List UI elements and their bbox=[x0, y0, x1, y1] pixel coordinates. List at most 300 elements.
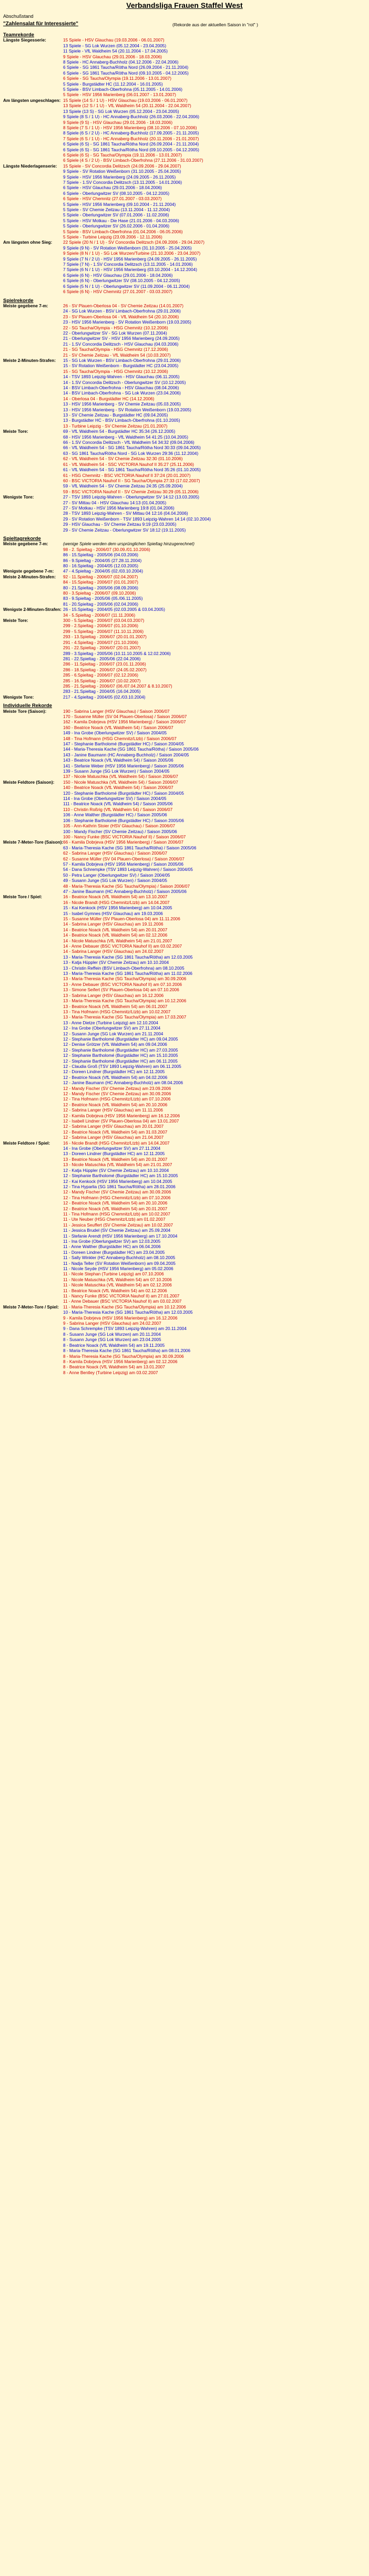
record-category-label bbox=[3, 1326, 63, 1332]
record-entry: 5 Spiele - HSV Motkau - Die Hase (21.01.2006 - 04.03.2006) bbox=[63, 218, 179, 223]
record-entry: 285 - 6.Spieltag - 2006/07 (02.12.2006) bbox=[63, 673, 138, 678]
record-entry: 12 - Tina Hyparlia (SG 1861 Taucha/Rötha) am 28.01.2006 bbox=[63, 1184, 176, 1189]
record-row bbox=[3, 1114, 366, 1119]
record-row bbox=[3, 807, 366, 813]
record-category-label bbox=[3, 736, 63, 742]
record-category-label bbox=[3, 180, 63, 185]
record-entry: 141 - Stefanie Weber (HSV 1956 Marienberg) / Saison 2005/06 bbox=[63, 763, 184, 768]
record-category-label bbox=[3, 1026, 63, 1031]
record-category-label bbox=[3, 1064, 63, 1069]
record-row bbox=[3, 219, 366, 224]
record-entry: 21 - SV Chemie Zeitzau - VfL Waldheim 54 (10.03.2007) bbox=[63, 352, 171, 358]
record-entry: 6 Spiele (6 N) - HSV Chemnitz (27.01.2007 - 03.03.2007) bbox=[63, 289, 173, 295]
record-entry: 5 Spiele - Turbine Leipzig (23.09.2006 - 12.11.2006) bbox=[63, 235, 162, 240]
record-row bbox=[3, 878, 366, 884]
record-row bbox=[3, 402, 366, 407]
record-row bbox=[3, 142, 366, 147]
record-entry: 98 - 2. Spieltag - 2006/07 (30.09./01.10.2006) bbox=[63, 547, 150, 552]
record-entry: 14 - Nicole Matuschka (VfL Waldheim 54) am 21.01.2007 bbox=[63, 938, 172, 943]
record-entry: 299 - 2.Spieltag - 2006/07 (01.10.2006) bbox=[63, 624, 138, 629]
record-row bbox=[3, 1059, 366, 1064]
record-row bbox=[3, 764, 366, 769]
record-entry: 11 - Tina Hofmann (HSG Chemnitz/Ltzb) am 10.02.2007 bbox=[63, 1211, 170, 1217]
record-row bbox=[3, 607, 366, 612]
record-row bbox=[3, 257, 366, 262]
record-row bbox=[3, 944, 366, 949]
record-row bbox=[3, 591, 366, 596]
record-category-label bbox=[3, 1261, 63, 1266]
section-heading-zahlensalat: "Zahlensalat für Interessierte" bbox=[3, 21, 78, 27]
record-category-label bbox=[3, 120, 63, 126]
record-entry: 106 - Anne Walther (Burgstädter HC) / Saison 2005/06 bbox=[63, 813, 167, 818]
record-category-label bbox=[3, 758, 63, 763]
record-entry: 11 - Nicole Stephan (Turbine Leipzig) am 07.10.2006 bbox=[63, 1272, 164, 1277]
record-row bbox=[3, 473, 366, 479]
record-entry: 8 - Susann Junge (SG Lok Wurzen) am 20.11.2004 bbox=[63, 1332, 161, 1337]
record-row bbox=[3, 55, 366, 60]
record-category-label bbox=[3, 148, 63, 153]
record-entry: 6 Spiele (6 N) - HSV Glauchau (29.01.2006 - 18.04.2006) bbox=[63, 273, 173, 278]
record-entry: 286 - 18.Spieltag - 2006/07 (24.05.02.2007) bbox=[63, 667, 147, 672]
record-entry: 6 Spiele - SG 1861 Taucha/Rötha Nord (26.09.2004 - 21.11.2004) bbox=[63, 65, 189, 70]
record-row bbox=[3, 103, 366, 109]
record-entry: 100 - Nancy Funke (BSC VICTORIA Nauhof II) / Saison 2006/07 bbox=[63, 834, 186, 839]
record-row bbox=[3, 966, 366, 971]
record-category-label bbox=[3, 137, 63, 142]
record-entry: 80 - 3.Spieltag - 2006/07 (09.10.2006) bbox=[63, 591, 136, 596]
record-entry: 14 - BSV Limbach-Oberfrohna - HSV Glauchau (08.04.2006) bbox=[63, 386, 179, 390]
record-category-label bbox=[3, 960, 63, 965]
record-entry: 7 Spiele (7 N) - 1.SV Concordia Delitzsch (13.11.2005 - 14.01.2006) bbox=[63, 262, 193, 267]
record-row bbox=[3, 386, 366, 391]
record-row bbox=[3, 1032, 366, 1037]
record-row bbox=[3, 185, 366, 191]
record-category-label bbox=[3, 342, 63, 347]
record-category-label bbox=[3, 949, 63, 954]
record-entry: 14 - TSV 1893 Leipzig-Wahren - HSV Glauchau (06.11.2005) bbox=[63, 375, 180, 380]
record-entry: 106 - Stephanie Bartholomé (Burgstädter HC) / Saison 2005/06 bbox=[63, 818, 184, 823]
record-row bbox=[3, 528, 366, 533]
record-row bbox=[3, 753, 366, 758]
record-entry: 22 - Oberlungwitzer SV - SG Lok Wurzen (07.11.2004) bbox=[63, 330, 167, 336]
record-category-label bbox=[3, 684, 63, 689]
record-row bbox=[3, 429, 366, 434]
record-category-label bbox=[3, 320, 63, 325]
record-row bbox=[3, 240, 366, 245]
record-entry: 13 - Maria-Theresia Kache (SG Taucha/Olympia) am 10.12.2006 bbox=[63, 999, 187, 1004]
record-row bbox=[3, 353, 366, 358]
record-row bbox=[3, 1010, 366, 1015]
record-row bbox=[3, 451, 366, 456]
record-row bbox=[3, 547, 366, 553]
record-entry: 27 - SV Motkau - HSV 1956 Marienberg 19:8 (01.04.2006) bbox=[63, 505, 175, 511]
record-row bbox=[3, 1261, 366, 1266]
record-row bbox=[3, 742, 366, 747]
record-row bbox=[3, 495, 366, 500]
record-category-label bbox=[3, 284, 63, 289]
record-category-label bbox=[3, 1015, 63, 1020]
record-category-label bbox=[3, 315, 63, 320]
record-entry: 27 - SV Mittau 04 - HSV Glauchau 14:13 (01.04.2005) bbox=[63, 500, 167, 505]
record-category-label bbox=[3, 547, 63, 553]
page-title: Verbandsliga Frauen Staffel West bbox=[126, 1, 243, 9]
record-entry: 11 - Nancy Funke (BSC VICTORIA Nauhof II) am 27.01.2007 bbox=[63, 1294, 180, 1299]
record-entry: 13 - Maria-Theresia Kache (SG Taucha/Olympia) am 17.03.2007 bbox=[63, 1015, 187, 1020]
record-row bbox=[3, 949, 366, 954]
record-row bbox=[3, 1108, 366, 1113]
record-category-label bbox=[3, 1217, 63, 1222]
record-category-label bbox=[3, 1162, 63, 1168]
record-row bbox=[3, 747, 366, 752]
record-entry: 14 - Oberlosa 04 - Burgstädter HC (14.12.2006) bbox=[63, 396, 155, 401]
record-row bbox=[3, 873, 366, 878]
record-row bbox=[3, 1048, 366, 1053]
record-row bbox=[3, 468, 366, 473]
record-category-label bbox=[3, 424, 63, 429]
record-entry: 217 - 4.Spieltag - 2004/05 (02./03.10.2004) bbox=[63, 694, 146, 700]
record-entry: 8 - Susann Junge (SG Lok Wurzen) am 23.04.2005 bbox=[63, 1337, 161, 1343]
record-category-label bbox=[3, 829, 63, 835]
record-category-label bbox=[3, 993, 63, 999]
record-category-label bbox=[3, 911, 63, 917]
record-category-label bbox=[3, 418, 63, 423]
record-category-label bbox=[3, 1124, 63, 1129]
record-entry: 8 - Kamila Dobrjeva (HSV 1956 Marienberg) am 02.12.2006 bbox=[63, 1359, 178, 1364]
record-category-label bbox=[3, 1348, 63, 1354]
record-row bbox=[3, 1026, 366, 1031]
record-row bbox=[3, 336, 366, 341]
record-category-label bbox=[3, 851, 63, 856]
record-row bbox=[3, 1207, 366, 1212]
record-entry: 300 - 5.Spieltag - 2006/07 (03.04.03.2007) bbox=[63, 618, 145, 624]
record-category-label bbox=[3, 326, 63, 331]
record-row bbox=[3, 326, 366, 331]
record-category-label bbox=[3, 725, 63, 731]
record-entry: 92 - 11.Spieltag - 2006/07 (02.04.2007) bbox=[63, 574, 138, 579]
record-entry: 16 - Nicole Brandt (HSG Chemnitz/Ltzb) am 14.04.2007 bbox=[63, 900, 170, 905]
record-row bbox=[3, 191, 366, 196]
record-row bbox=[3, 939, 366, 944]
record-entry: 140 - Beatrice Noack (VfL Waldheim 54) / Saison 2006/07 bbox=[63, 785, 173, 791]
record-row bbox=[3, 1097, 366, 1102]
record-entry: 12 - Mandy Fischer (SV Chemie Zeitzau) am 23.09.2006 bbox=[63, 1086, 171, 1091]
record-entry: 105 - Ann-Kathrin Stoier (HSV Glauchau) / Saison 2006/07 bbox=[63, 824, 176, 829]
record-category-label bbox=[3, 1021, 63, 1026]
record-row bbox=[3, 1266, 366, 1272]
record-row bbox=[3, 862, 366, 867]
record-row bbox=[3, 213, 366, 218]
record-entry: 13 - Beatrice Noack (VfL Waldheim 54) am 20.01.2007 bbox=[63, 1157, 168, 1162]
record-row bbox=[3, 1332, 366, 1337]
record-entry: 21 - SG Taucha/Olympia - HSG Chemnitz (17.12.2006) bbox=[63, 347, 168, 352]
record-entry: 13 - SV Chemie Zeitzau - Burgstädter HC (09.04.2005) bbox=[63, 413, 168, 418]
section-heading: Individuelle Rekorde bbox=[3, 703, 52, 709]
record-entry: 12 - Susann Junge (SG Lok Wurzen) am 21.11.2004 bbox=[63, 1031, 163, 1036]
record-row bbox=[3, 1190, 366, 1195]
record-category-label: Wenigste Tore: bbox=[3, 495, 34, 500]
record-category-label bbox=[3, 103, 63, 109]
record-category-label bbox=[3, 1207, 63, 1212]
record-entry: 12 - Sabrina Langer (HSV Glauchau) am 11.11.2006 bbox=[63, 1108, 163, 1113]
record-row bbox=[3, 369, 366, 375]
record-row bbox=[3, 1015, 366, 1020]
record-entry: 11 - Stefanie Arendt (HSV 1956 Marienberg) am 17.10.2004 bbox=[63, 1233, 178, 1239]
record-row bbox=[3, 164, 366, 169]
record-category-label bbox=[3, 867, 63, 872]
record-entry: 14 - Sabrina Langer (HSV Glauchau) am 24.02.2007 bbox=[63, 949, 164, 954]
section-heading: Spieltagrekorde bbox=[3, 535, 41, 542]
record-row bbox=[3, 1064, 366, 1069]
record-entry: 15 - SG Lok Wurzen - BSV Limbach-Oberfrohna (29.01.2006) bbox=[63, 358, 181, 363]
record-category-label bbox=[3, 1244, 63, 1250]
record-category-label bbox=[3, 391, 63, 396]
record-category-label bbox=[3, 1097, 63, 1102]
record-category-label bbox=[3, 506, 63, 511]
record-entry: 62 - Susanne Müller (SV 04 Plauen-Oberlosa) / Saison 2006/07 bbox=[63, 856, 184, 861]
record-category-label bbox=[3, 142, 63, 147]
record-row bbox=[3, 889, 366, 895]
record-category-label bbox=[3, 668, 63, 673]
record-category-label bbox=[3, 262, 63, 267]
record-category-label bbox=[3, 884, 63, 889]
record-row bbox=[3, 1146, 366, 1151]
record-row bbox=[3, 126, 366, 131]
record-category-label bbox=[3, 1092, 63, 1097]
record-row bbox=[3, 791, 366, 796]
record-row bbox=[3, 87, 366, 92]
record-row bbox=[3, 857, 366, 862]
record-entry: 12 - Tina Hofmann (HSG Chemnitz/Ltzb) am 07.10.2006 bbox=[63, 1195, 171, 1200]
record-entry: 5 Spiele - BSV Limbach-Oberfrohna (05.11.2005 - 14.01.2006) bbox=[63, 87, 183, 92]
record-row bbox=[3, 840, 366, 845]
record-row bbox=[3, 137, 366, 142]
record-entry: 11 - Maria-Theresia Kache (SG Taucha/Olympia) am 10.12.2006 bbox=[63, 1304, 186, 1310]
record-entry: 286 - 11.Spieltag - 2006/07 (23.01.11.2006) bbox=[63, 662, 146, 667]
record-category-label bbox=[3, 769, 63, 774]
record-category-label bbox=[3, 1277, 63, 1283]
record-row bbox=[3, 1201, 366, 1206]
record-entry: 293 - 13.Spieltag - 2006/07 (20.01.01.2007) bbox=[63, 635, 147, 640]
record-row bbox=[3, 1321, 366, 1326]
record-entry: 12 - Doreen Lindner (Burgstädter HC) am 12.11.2005 bbox=[63, 1069, 165, 1075]
record-category-label: Wenigste gegebene 7-m: bbox=[3, 569, 54, 574]
record-entry: 12 - Beatrice Noack (VfL Waldheim 54) am 20.10.2006 bbox=[63, 1201, 168, 1206]
record-row bbox=[3, 1004, 366, 1010]
record-row bbox=[3, 564, 366, 569]
record-entry: 147 - Stephanie Bartholomé (Burgstädter HC) / Saison 2004/05 bbox=[63, 742, 184, 746]
record-entry: 8 - Anne Bentley (Turbine Leipzig) am 03.02.2007 bbox=[63, 1370, 158, 1375]
record-category-label: Wenigste 2-Minuten-Strafen: bbox=[3, 607, 62, 612]
record-entry: 149 - Ina Grobe (Oberlungwitzer SV) / Saison 2004/05 bbox=[63, 731, 167, 736]
record-entry: 13 - Maria-Theresia Kache (SG 1861 Taucha/Rötha) am 11.02.2006 bbox=[63, 971, 192, 977]
record-entry: 13 - Anne Debauer (BSC VICTORIA Nauhof II) am 07.10.2006 bbox=[63, 982, 182, 987]
record-category-label bbox=[3, 1196, 63, 1201]
record-entry: 13 Spiele (13 S) - SG Lok Wurzen (05.12.2004 - 23.04.2005) bbox=[63, 109, 179, 114]
record-row bbox=[3, 363, 366, 369]
record-entry: 34 - 5.Spieltag - 2006/07 (11.11.2006) bbox=[63, 612, 136, 618]
record-category-label bbox=[3, 331, 63, 336]
record-row bbox=[3, 1250, 366, 1255]
record-row bbox=[3, 479, 366, 484]
record-entry: 13 - Tina Hofmann (HSG Chemnitz/Ltzb) am 10.02.2007 bbox=[63, 1009, 171, 1014]
record-row bbox=[3, 1130, 366, 1135]
record-category-label bbox=[3, 824, 63, 829]
record-row bbox=[3, 960, 366, 965]
record-category-label bbox=[3, 267, 63, 273]
record-category-label bbox=[3, 1321, 63, 1326]
record-entry: 63 - Maria-Theresia Kache (SG 1861 Taucha/Rötha) / Saison 2005/06 bbox=[63, 845, 197, 850]
record-row bbox=[3, 725, 366, 731]
record-entry: 22 - SG Taucha/Olympia - HSG Chemnitz (10.12.2006) bbox=[63, 325, 168, 330]
record-row bbox=[3, 802, 366, 807]
record-entry: 285 - 16.Spieltag - 2006/07 (10.02.2007) bbox=[63, 678, 141, 683]
record-entry: 13 - Maria-Theresia Kache (SG 1861 Taucha/Rötha) am 12.03.2005 bbox=[63, 954, 193, 960]
record-entry: 137 - Nicole Matuschka (VfL Waldheim 54) / Saison 2006/07 bbox=[63, 774, 178, 780]
record-row bbox=[3, 267, 366, 273]
record-category-label bbox=[3, 862, 63, 867]
record-entry: 13 Spiele (12 S / 1 U) - VfL Waldheim 54 (20.11.2004 - 22.04.2007) bbox=[63, 103, 191, 109]
record-category-label bbox=[3, 1255, 63, 1261]
record-row bbox=[3, 824, 366, 829]
record-entry: 283 - 21.Spieltag - 2004/05 (16.04.2005) bbox=[63, 689, 141, 694]
record-entry: 281 - 22.Spieltag - 2005/06 (22.04.2006) bbox=[63, 656, 141, 661]
record-entry: 14 - 1.SV Concordia Delitzsch - Oberlungwitzer SV (10.12.2005) bbox=[63, 380, 186, 385]
record-entry: 5 Spiele - Burgstädter HC (11.12.2004 - 16.01.2005) bbox=[63, 81, 163, 87]
record-category-label bbox=[3, 889, 63, 895]
record-entry: 16 - Beatrice Noack (VfL Waldheim 54) am 13.10.2007 bbox=[63, 895, 168, 900]
record-category-label bbox=[3, 1283, 63, 1288]
record-row bbox=[3, 906, 366, 911]
record-row bbox=[3, 651, 366, 657]
record-entry: 13 - Christin Reffein (BSV Limbach-Oberfrohna) am 08.10.2005 bbox=[63, 965, 184, 971]
record-row bbox=[3, 731, 366, 736]
record-category-label bbox=[3, 1212, 63, 1217]
record-row bbox=[3, 440, 366, 445]
record-category-label bbox=[3, 1168, 63, 1173]
record-entry: 13 - Nicole Matuschka (VfL Waldheim 54) am 21.01.2007 bbox=[63, 1162, 172, 1168]
record-category-label bbox=[3, 65, 63, 70]
record-category-label bbox=[3, 479, 63, 484]
record-row bbox=[3, 169, 366, 174]
record-entry: 9 Spiele - HSV Glauchau (29.01.2006 - 18.03.2006) bbox=[63, 54, 162, 59]
record-row bbox=[3, 1294, 366, 1299]
record-row bbox=[3, 1348, 366, 1354]
record-row bbox=[3, 602, 366, 607]
record-entry: 15 Spiele - SV Concordia Delitzsch (24.09.2006 - 29.04.2007) bbox=[63, 163, 181, 169]
section-row bbox=[3, 295, 366, 304]
record-category-label bbox=[3, 1299, 63, 1304]
record-category-label bbox=[3, 1294, 63, 1299]
record-category-label bbox=[3, 774, 63, 780]
record-entry: 13 - Doreen Lindner (Burgstädter HC) am 12.11.2005 bbox=[63, 1151, 165, 1157]
record-entry: 14 - Beatrice Noack (VfL Waldheim 54) am 02.12.2006 bbox=[63, 933, 168, 938]
record-category-label bbox=[3, 440, 63, 445]
record-category-label bbox=[3, 1075, 63, 1081]
record-row bbox=[3, 1305, 366, 1310]
record-entry: 8 - Maria-Theresia Kache (SG Taucha/Olympia) am 30.09.2006 bbox=[63, 1354, 184, 1359]
record-category-label bbox=[3, 158, 63, 163]
record-category-label bbox=[3, 1201, 63, 1206]
record-row bbox=[3, 1037, 366, 1042]
record-entry: 8 Spiele - HC Annaberg-Buchholz (04.12.2006 - 22.04.2006) bbox=[63, 60, 179, 65]
record-entry: 5 Spiele - SV Chemie Zeitzau (13.11.2004 - 11.12.2004) bbox=[63, 207, 170, 212]
record-category-label bbox=[3, 640, 63, 646]
section-row bbox=[3, 533, 366, 542]
record-category-label bbox=[3, 1332, 63, 1337]
record-category-label: Längste Niederlagenserie: bbox=[3, 163, 57, 169]
record-entry: 22 Spiele (20 N / 1 U) - SV Concordia Delitzsch (24.09.2006 - 29.04.2007) bbox=[63, 240, 205, 245]
record-row bbox=[3, 358, 366, 363]
record-entry: 12 - Isabell Lindner (SV Plauen-Oberlosa 04) am 13.01.2007 bbox=[63, 1119, 179, 1124]
record-entry: 170 - Susanne Müller (SV 04 Plauen-Oberlosa) / Saison 2006/07 bbox=[63, 714, 187, 719]
record-row bbox=[3, 315, 366, 320]
record-entry: 8 Spiele (6 S / 2 U) - HC Annaberg-Buchholz (17.09.2005 - 21.11.2005) bbox=[63, 131, 199, 136]
record-category-label bbox=[3, 175, 63, 180]
record-row bbox=[3, 999, 366, 1004]
record-row bbox=[3, 1042, 366, 1047]
record-entry: 12 - Tina Hofmann (HSG Chemnitz/Ltzb) am 07.10.2006 bbox=[63, 1097, 171, 1102]
record-category-label bbox=[3, 511, 63, 516]
record-entry: 6 Spiele (6 S) - SG 1861 Taucha/Rötha Nord (09.10.2005 - 04.12.2005) bbox=[63, 147, 199, 152]
record-entry: 63 - SG 1861 Taucha/Rötha Nord - SG Lok Wurzen 29:36 (11.12.2004) bbox=[63, 451, 199, 456]
record-row bbox=[3, 304, 366, 309]
record-row bbox=[3, 309, 366, 314]
record-category-label bbox=[3, 580, 63, 585]
record-category-label bbox=[3, 807, 63, 813]
record-category-label bbox=[3, 1086, 63, 1092]
record-category-label bbox=[3, 76, 63, 81]
record-entry: 13 - Katja Hüppler (SV Chemie Zeitzau) am 10.10.2004 bbox=[63, 960, 169, 965]
record-row bbox=[3, 120, 366, 126]
record-row bbox=[3, 851, 366, 856]
record-row bbox=[3, 1069, 366, 1075]
record-category-label bbox=[3, 273, 63, 278]
record-row bbox=[3, 158, 366, 163]
record-row bbox=[3, 635, 366, 640]
record-row bbox=[3, 1075, 366, 1081]
record-entry: 23 - SV Plauen-Oberlosa 04 - VfL Waldheim 54 (20.10.2006) bbox=[63, 314, 179, 319]
record-category-label bbox=[3, 1103, 63, 1108]
record-row bbox=[3, 320, 366, 325]
record-category-label bbox=[3, 714, 63, 720]
record-category-label: Wenigste Tore: bbox=[3, 694, 34, 700]
record-category-label bbox=[3, 196, 63, 202]
record-category-label bbox=[3, 1289, 63, 1294]
record-row bbox=[3, 522, 366, 527]
record-category-label bbox=[3, 657, 63, 662]
record-entry: 9 Spiele - SV Rotation Weißenborn (31.10.2005 - 25.04.2005) bbox=[63, 169, 181, 174]
record-category-label bbox=[3, 966, 63, 971]
record-entry: 26 - SV Plauen-Oberlosa 04 - SV Chemie Zeitzau (14.01.2007) bbox=[63, 303, 183, 308]
record-category-label bbox=[3, 402, 63, 407]
record-row bbox=[3, 1212, 366, 1217]
record-row bbox=[3, 506, 366, 511]
record-row bbox=[3, 1255, 366, 1261]
record-category-label bbox=[3, 1343, 63, 1348]
record-row bbox=[3, 1359, 366, 1365]
record-category-label bbox=[3, 922, 63, 927]
record-category-label bbox=[3, 564, 63, 569]
record-row bbox=[3, 1337, 366, 1343]
record-category-label: Meiste Feldtore (Saison): bbox=[3, 780, 55, 785]
record-row bbox=[3, 1053, 366, 1058]
record-row bbox=[3, 109, 366, 115]
record-category-label bbox=[3, 169, 63, 174]
record-row bbox=[3, 418, 366, 423]
record-category-label bbox=[3, 522, 63, 527]
record-row bbox=[3, 131, 366, 136]
record-category-label bbox=[3, 1185, 63, 1190]
